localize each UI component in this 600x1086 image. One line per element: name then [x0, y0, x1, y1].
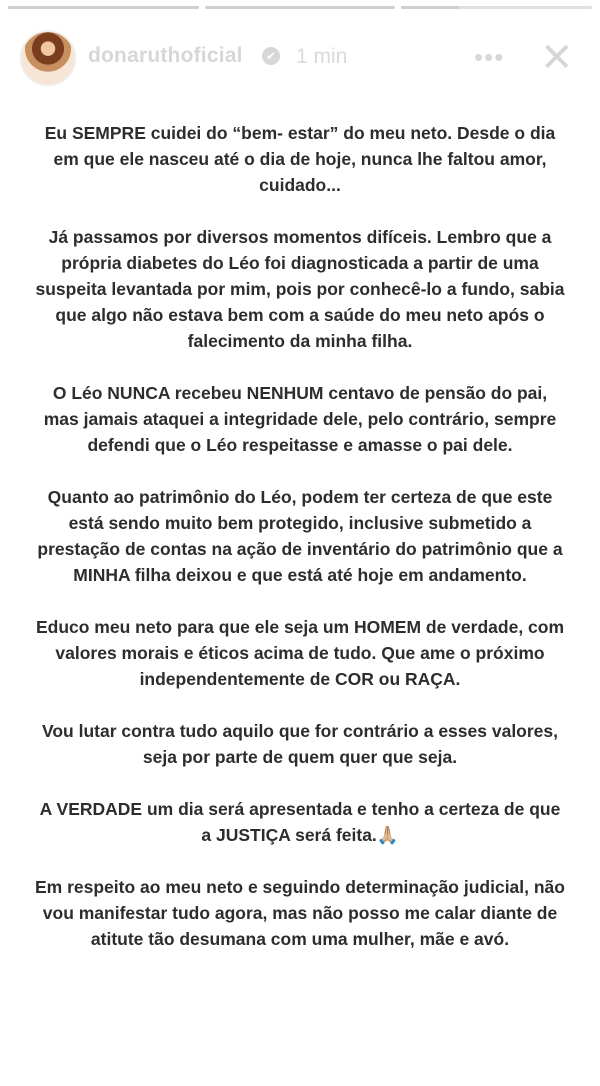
paragraph: Educo meu neto para que ele seja um HOMEM de verdade, com valores morais e éticos acima de tudo. Que ame o próximo independentemente de COR ou RAÇA. [35, 617, 565, 689]
close-icon[interactable]: ✕ [540, 36, 574, 80]
paragraph: Eu SEMPRE cuidei do “bem- estar” do meu neto. Desde o dia em que ele nasceu até o dia de hoje, nunca lhe faltou amor, cuidado... [44, 123, 556, 195]
progress-fill [401, 6, 458, 9]
more-options-icon[interactable]: ••• [474, 42, 505, 72]
story-header [0, 28, 600, 92]
story-progress-bar [8, 6, 592, 9]
progress-segment [8, 6, 199, 9]
paragraph: A VERDADE um dia será apresentada e tenho a certeza de que a JUSTIÇA será feita.🙏🏼 [39, 799, 561, 845]
paragraph: Quanto ao patrimônio do Léo, podem ter certeza de que este está sendo muito bem protegido, inclusive submetido a prestação de contas na ação de inventário do patrimônio que a MINHA filha deixou e que está até hoje em andamento. [37, 487, 563, 585]
username-link[interactable]: donaruthoficial [88, 44, 243, 67]
paragraph: Vou lutar contra tudo aquilo que for contrário a esses valores, seja por parte de quem quer que seja. [41, 721, 559, 767]
paragraph: Já passamos por diversos momentos difíceis. Lembro que a própria diabetes do Léo foi diagnosticada a partir de uma suspeita levantada por mim, pois por conhecê-lo a fundo, sabia que algo não estava bem com a saúde do meu neto após o falecimento da minha filha. [35, 227, 565, 351]
progress-segment [205, 6, 396, 9]
post-time: 1 min [296, 45, 348, 68]
verified-badge-icon: ✔ [262, 47, 280, 65]
paragraph: Em respeito ao meu neto e seguindo determinação judicial, não vou manifestar tudo agora, mas não posso me calar diante de atitute tão desumana com uma mulher, mãe e avó. [35, 877, 565, 949]
progress-fill [205, 6, 396, 9]
paragraph: O Léo NUNCA recebeu NENHUM centavo de pensão do pai, mas jamais ataquei a integridade dele, pelo contrário, sempre defendi que o Léo respeitasse e amasse o pai dele. [43, 383, 557, 455]
progress-segment [401, 6, 592, 9]
story-text [34, 120, 566, 978]
progress-fill [8, 6, 199, 9]
profile-avatar[interactable] [20, 30, 76, 86]
